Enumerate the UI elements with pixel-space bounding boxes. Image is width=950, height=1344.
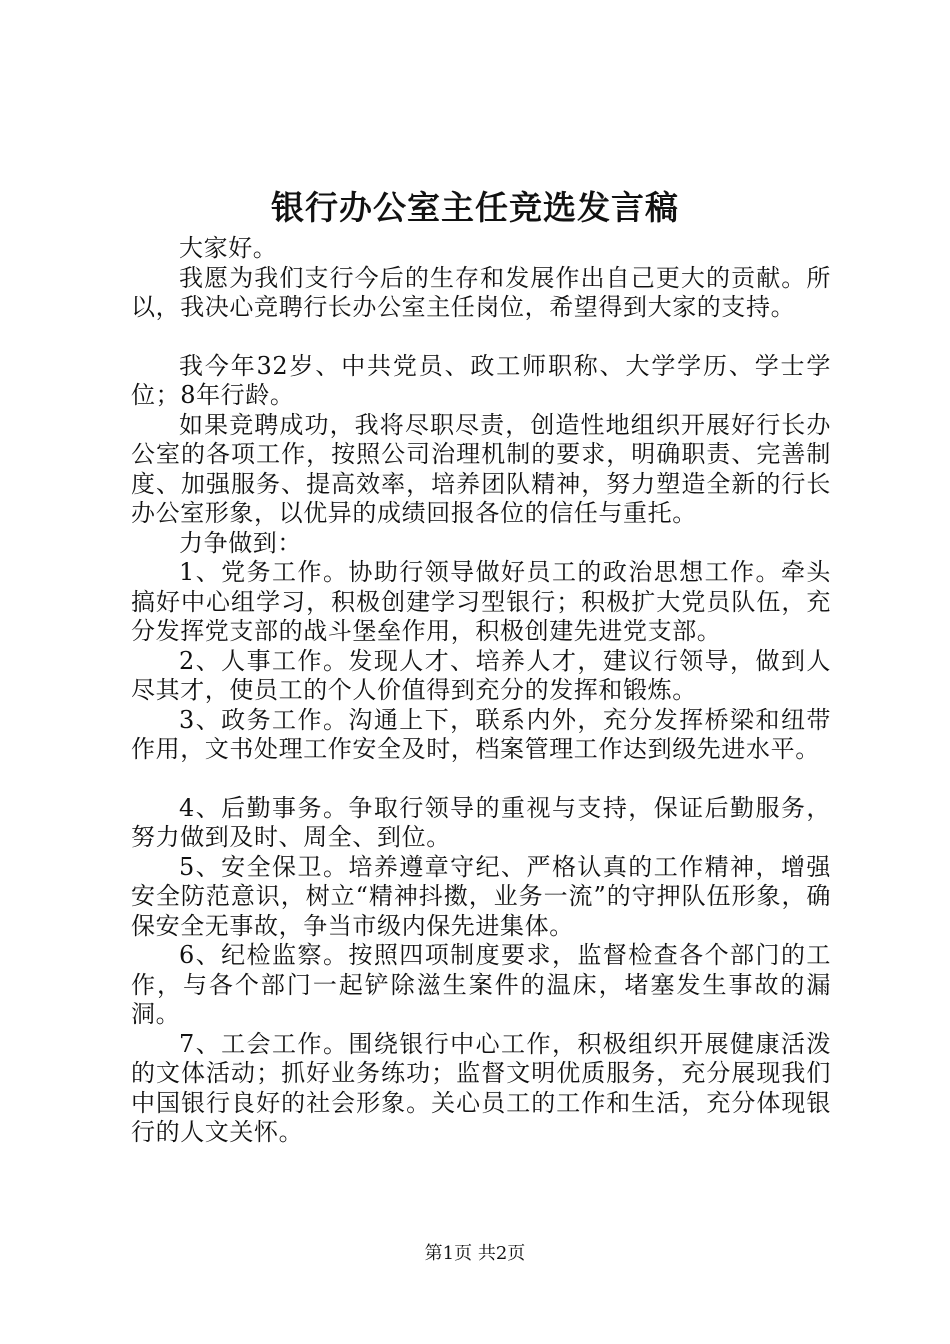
paragraph-item-6: 6、纪检监察。按照四项制度要求，监督检查各个部门的工作，与各个部门一起铲除滋生案件的温床，堵塞发生事故的漏洞。 [131,941,831,1028]
paragraph-intent: 我愿为我们支行今后的生存和发展作出自己更大的贡献。所以，我决心竞聘行长办公室主任岗位，希望得到大家的支持。 [131,263,831,321]
document-title: 银行办公室主任竞选发言稿 [271,188,679,227]
paragraph-profile: 我今年32岁、中共党员、政工师职称、大学学历、学士学位；8年行龄。 [131,351,831,409]
page-footer: 第1页 共2页 [424,1243,526,1264]
paragraph-item-4: 4、后勤事务。争取行领导的重视与支持，保证后勤服务，努力做到及时、周全、到位。 [131,793,831,851]
paragraph-greeting: 大家好。 [179,234,278,262]
paragraph-item-3: 3、政务工作。沟通上下，联系内外，充分发挥桥梁和纽带作用，文书处理工作安全及时，档案管理工作达到级先进水平。 [131,705,831,763]
paragraph-item-7: 7、工会工作。围绕银行中心工作，积极组织开展健康活泼的文体活动；抓好业务练功；监督文明优质服务，充分展现我们中国银行良好的社会形象。关心员工的工作和生活，充分体现银行的人文关怀。 [131,1029,831,1146]
paragraph-item-2: 2、人事工作。发现人才、培养人才，建议行领导，做到人尽其才，使员工的个人价值得到充分的发挥和锻炼。 [131,646,831,704]
document-body [131,234,831,1148]
paragraph-item-5: 5、安全保卫。培养遵章守纪、严格认真的工作精神，增强安全防范意识，树立“精神抖擞，业务一流”的守押队伍形象，确保安全无事故，争当市级内保先进集体。 [131,852,831,940]
paragraph-plan: 如果竞聘成功，我将尽职尽责，创造性地组织开展好行长办公室的各项工作，按照公司治理机制的要求，明确职责、完善制度、加强服务、提高效率，培养团队精神，努力塑造全新的行长办公室形象，以优异的成绩回报各位的信任与重托。 [131,410,831,527]
paragraph-goals-heading: 力争做到： [179,528,302,557]
paragraph-item-1: 1、党务工作。协助行领导做好员工的政治思想工作。牵头搞好中心组学习，积极创建学习型银行；积极扩大党员队伍，充分发挥党支部的战斗堡垒作用，积极创建先进党支部。 [131,558,831,645]
